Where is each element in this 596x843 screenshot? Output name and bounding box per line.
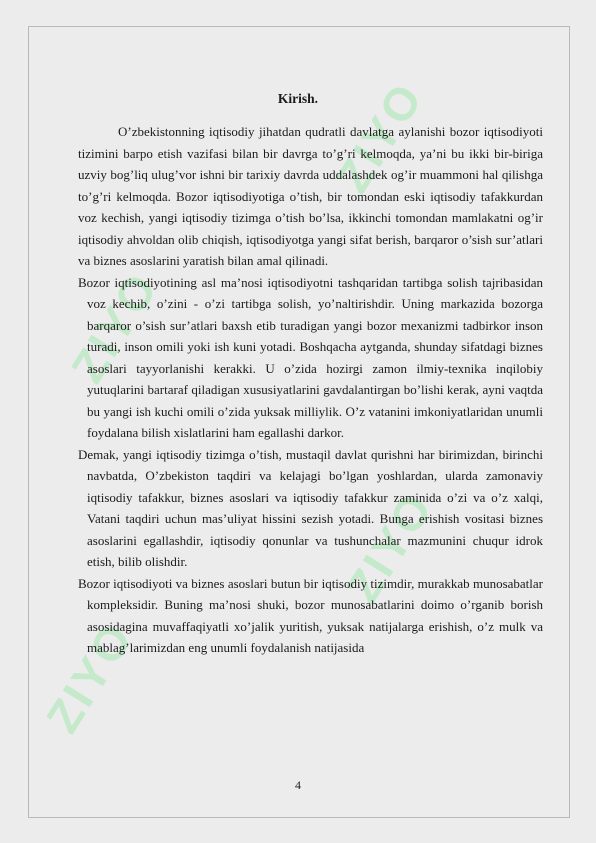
watermark-logo: ZIYO xyxy=(61,262,169,392)
page-title: Kirish. xyxy=(277,91,319,106)
paragraph: Demak, yangi iqtisodiy tizimga o’tish, mustaqil davlat qurishni har birimizdan, birinchi navbatda, O’zbekiston taqdiri va kelajagi bo’lgan yoshlardan, ularda zamonaviy iqtisodiy tafakkur, biznes asoslari va iqtisodiy tafakkur zaminida o’zi va o’z xalqi, Vatani taqdiri uchun mas’uliyat hissini sezish yotadi. Bunga erishish vositasi biznes asoslarini egallashdir, iqtisodiy qonunlar va tushunchalar mazmunini chuqur idrok etish, bilib olishdir. xyxy=(78,446,543,569)
page-number: 4 xyxy=(295,778,301,792)
watermark-logo: ZIYO xyxy=(36,612,144,742)
document-body xyxy=(78,121,543,659)
watermark-logo: ZIYO xyxy=(326,72,434,202)
watermark-logo: ZIYO xyxy=(336,482,444,612)
paragraph: Bozor iqtisodiyotining asl ma’nosi iqtisodiyotni tashqaridan tartibga solish tajribasidan voz kechib, o’zini - o’zi tartibga solish, yo’naltirishdir. Uning markazida bozorga barqaror o’sish sur’atlari baxsh etib turadigan yangi bozor mexanizmi tadbirkor inson turadi, inson omili yoki ish kuni yotadi. Boshqacha aytganda, shunday sifatdagi biznes asoslari tayyorlanishi kerakki. U o’zida hozirgi zamon ilmiy-texnika inqilobiy yutuqlarini bartaraf qiladigan xususiyatlarini gavdalantirgan bo’lishi kerak, ayni vaqtda bu yangi ish kuchi omili o’zida yuksak milliylik. O’z vatanini imkoniyatlaridan unumli foydalana bilish xislatlarini ham egallashi darkor. xyxy=(78,274,543,440)
paragraph: O’zbekistonning iqtisodiy jihatdan qudratli davlatga aylanishi bozor iqtisodiyoti tizimini barpo etish vazifasi bilan bir davrga to’g’ri kelmoqda, ya’ni bu ikki bir-biriga uzviy bog’liq ulug’vor ishni bir tarixiy davrda uddalashdek og’ir muammoni hal qilishga to’g’ri kelmoqda. Bozor iqtisodiyotiga o’tish, bir tomondan eski iqtisodiy tafakkurdan voz kechish, yangi iqtisodiy tizimga o’tish bo’lsa, ikkinchi tomondan mamlakatni og’ir iqtisodiy ahvoldan olib chiqish, iqtisodiyotga yangi sifat berish, barqaror o’sish sur’atlari va biznes asoslarini yaratish bilan amal qilinadi. xyxy=(78,124,543,268)
paragraph: Bozor iqtisodiyoti va biznes asoslari butun bir iqtisodiy tizimdir, murakkab munosabatlar kompleksidir. Buning ma’nosi shuki, bozor munosabatlarini doimo o’rganib borish asosidagina muvaffaqiyatli xo’jalik yuritish, yuksak natijalarga erishish, o’z mulk va mablag’larimizdan eng unumli foydalanish natijasida xyxy=(78,575,543,655)
